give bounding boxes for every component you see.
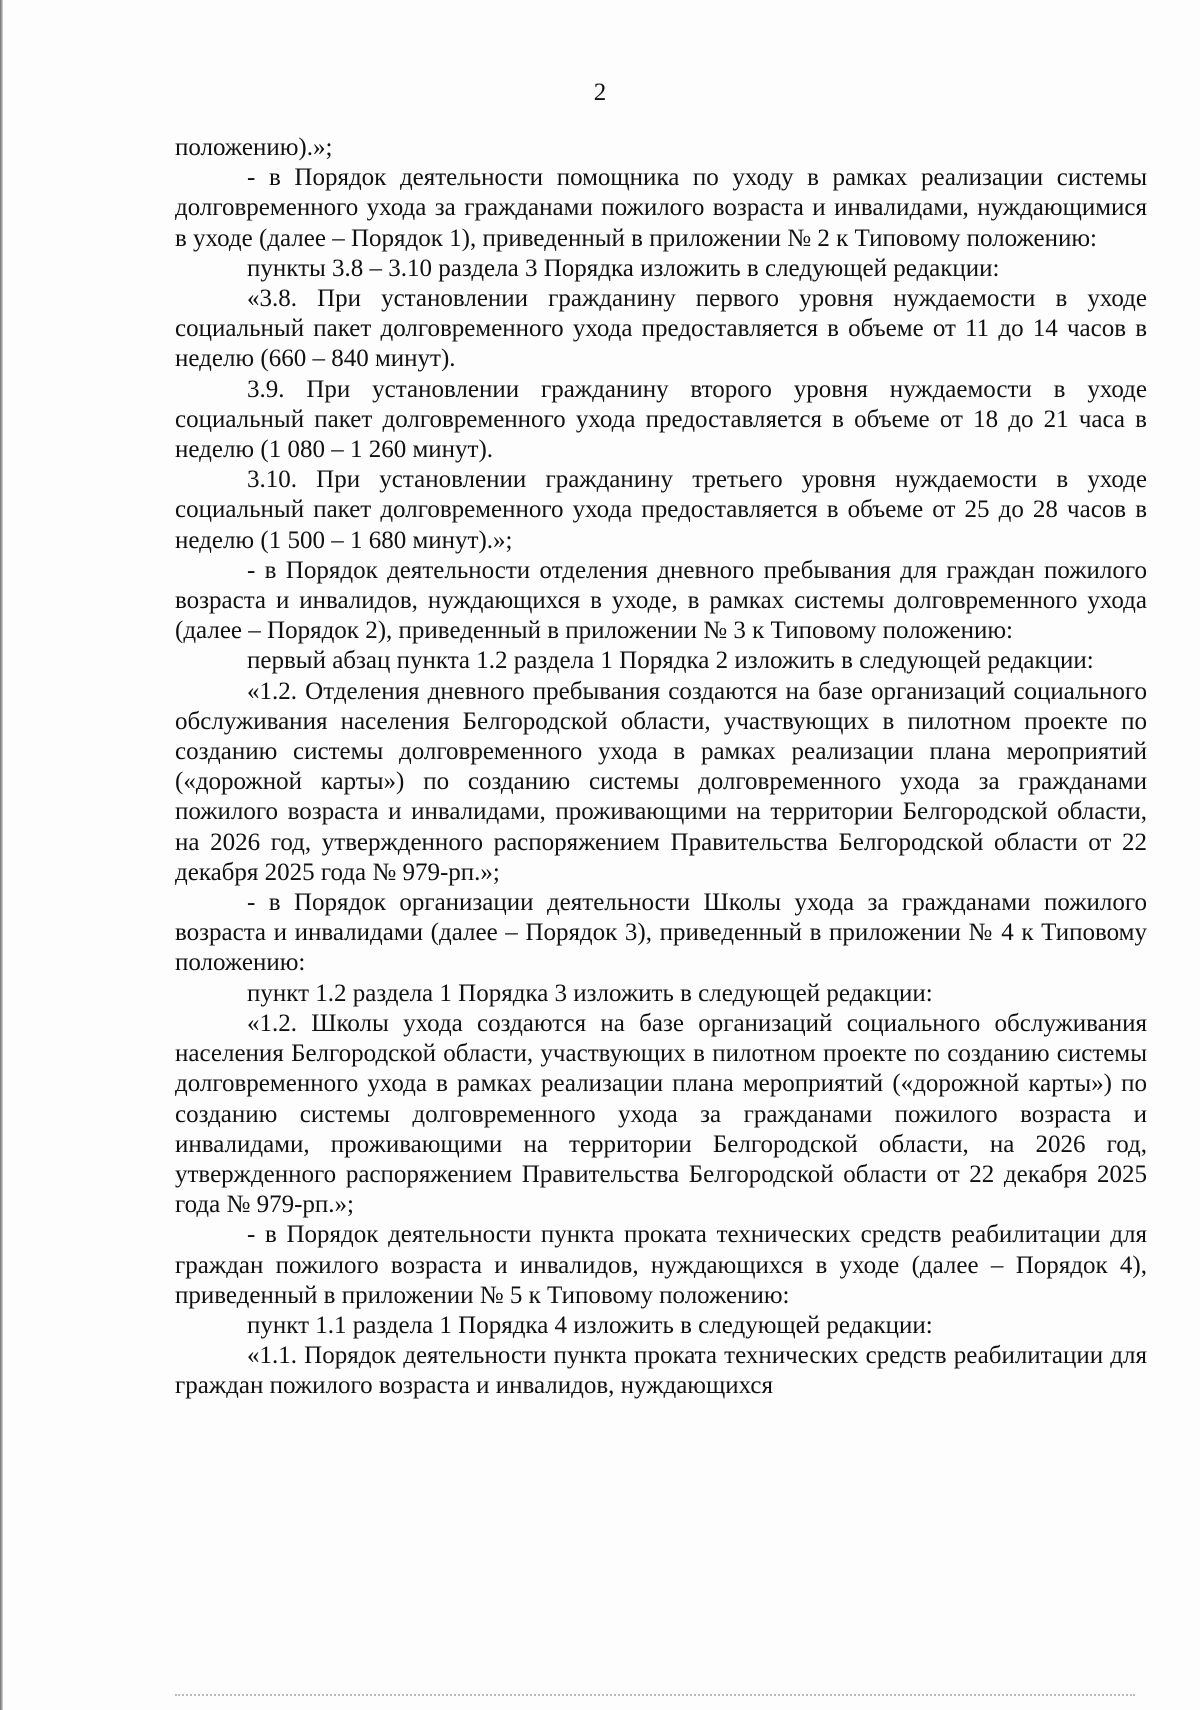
scan-edge (0, 0, 3, 1710)
paragraph-amendment-procedure-3: - в Порядок организации деятельности Школы ухода за гражданами пожилого возраста и инвалидами (далее – Порядок 3), приведенный в приложении № 4 к Типовому положению: (175, 889, 1147, 977)
paragraph-point-1-1-rental: «1.1. Порядок деятельности пункта проката технических средств реабилитации для граждан пожилого возраста и инвалидов, нуждающихся (175, 1342, 1147, 1400)
paragraph-amendment-procedure-1: - в Порядок деятельности помощника по уходу в рамках реализации системы долговременного ухода за гражданами пожилого возраста и инвалидами, нуждающимися в уходе (далее – Порядок 1), приведенный в приложении № 2 к Типовому положению: (175, 164, 1147, 252)
paragraph-instruction-point-1-1-proc-4: пункт 1.1 раздела 1 Порядка 4 изложить в следующей редакции: (247, 1311, 933, 1339)
paragraph-amendment-procedure-2: - в Порядок деятельности отделения дневного пребывания для граждан пожилого возраста и инвалидов, нуждающихся в уходе, в рамках системы долговременного ухода (далее – Порядок 2), приведенный в приложении № 3 к Типовому положению: (175, 556, 1147, 645)
paragraph-point-3-9: 3.9. При установлении гражданину второго уровня нуждаемости в уходе социальный пакет долговременного ухода предоставляется в объеме от 18 до 21 часа в неделю (1 080 – 1 260 минут). (175, 375, 1147, 464)
paragraph-amendment-procedure-4: - в Порядок деятельности пункта проката технических средств реабилитации для граждан пожилого возраста и инвалидов, нуждающихся в уходе (далее – Порядок 4), приведенный в приложении № 5 к Типовому положению: (175, 1221, 1147, 1309)
paragraph-point-1-2-care-school: «1.2. Школы ухода создаются на базе организаций социального обслуживания населения Белгородской области, участвующих в пилотном проекте по созданию системы долговременного ухода в рамках реализации плана мероприятий («дорожной карты») по созданию системы долговременного ухода за гражданами пожилого возраста и инвалидами, проживающими на территории Белгородской области, на 2026 год, утвержденного распоряжением Правительства Белгородской области от 22 декабря 2025 года № 979-рп.»; (175, 1009, 1147, 1219)
paragraph-point-3-8: «3.8. При установлении гражданину первого уровня нуждаемости в уходе социальный пакет долговременного ухода предоставляется в объеме от 11 до 14 часов в неделю (660 – 840 минут). (175, 285, 1147, 373)
paragraph-continuation: положению).»; (175, 134, 333, 161)
paragraph-instruction-points-3-8-3-10: пункты 3.8 – 3.10 раздела 3 Порядка изложить в следующей редакции: (247, 254, 1000, 282)
document-body (175, 133, 1147, 1402)
paragraph-point-1-2-day-care: «1.2. Отделения дневного пребывания создаются на базе организаций социального обслуживания населения Белгородской области, участвующих в пилотном проекте по созданию системы долговременного ухода в рамках реализации плана мероприятий («дорожной карты») по созданию системы долговременного ухода за гражданами пожилого возраста и инвалидами, проживающими на территории Белгородской области, на 2026 год, утвержденного распоряжением Правительства Белгородской области от 22 декабря 2025 года № 979-рп.»; (175, 677, 1147, 886)
scan-artifact (175, 1694, 1135, 1698)
paragraph-instruction-point-1-2-proc-3: пункт 1.2 раздела 1 Порядка 3 изложить в следующей редакции: (247, 979, 933, 1007)
page-number: 2 (593, 79, 607, 106)
paragraph-point-3-10: 3.10. При установлении гражданину третьего уровня нуждаемости в уходе социальный пакет долговременного ухода предоставляется в объеме от 25 до 28 часов в неделю (1 500 – 1 680 минут).»; (175, 466, 1147, 554)
paragraph-instruction-point-1-2-proc-2: первый абзац пункта 1.2 раздела 1 Порядка 2 изложить в следующей редакции: (247, 647, 1094, 675)
